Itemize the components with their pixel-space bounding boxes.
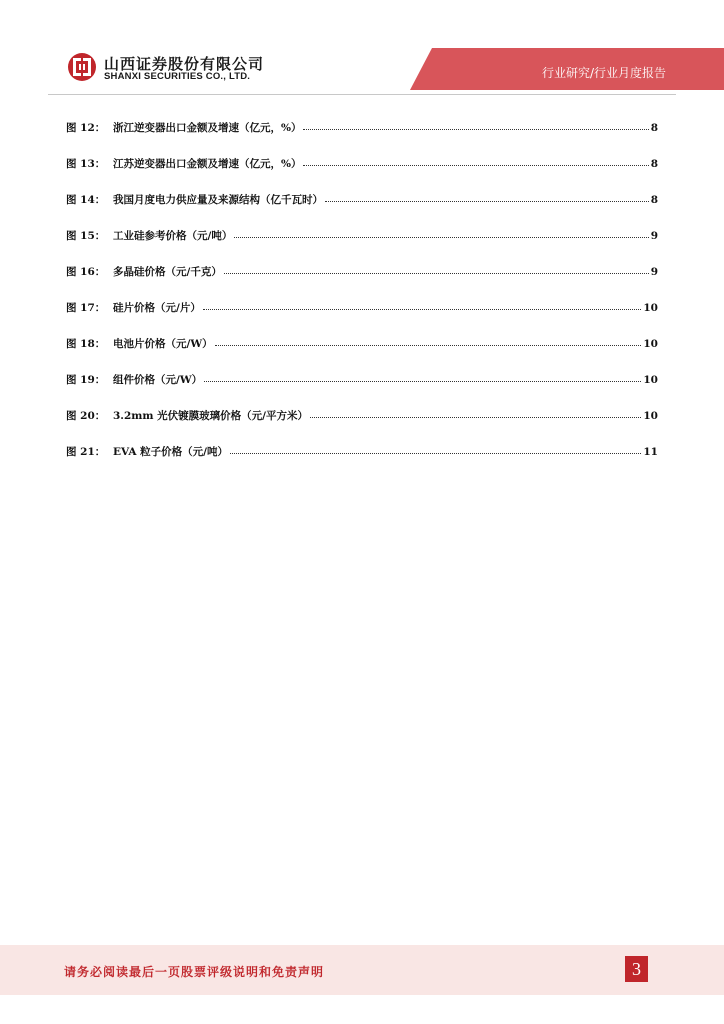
toc-entry[interactable] [66,264,658,300]
header-banner [0,0,724,100]
figure-title: 工业硅参考价格（元/吨） [113,230,233,242]
toc-entry[interactable] [66,228,658,264]
dot-leader [224,272,649,274]
figure-label: 图 21： [66,446,106,458]
page-ref: 8 [650,194,658,206]
dot-leader [204,380,641,382]
dot-leader [303,164,648,166]
toc-entry[interactable] [66,408,658,444]
figure-label: 图 15： [66,230,106,242]
page-ref: 9 [650,230,658,242]
dot-leader [234,236,648,238]
company-name-en: SHANXI SECURITIES CO., LTD. [104,71,251,82]
shanxi-securities-logo-icon [67,52,97,82]
disclaimer-notice: 请务必阅读最后一页股票评级说明和免责声明 [64,965,325,979]
figure-title: 浙江逆变器出口金额及增速（亿元，%） [113,122,302,134]
dot-leader [303,128,648,130]
toc-entry[interactable] [66,372,658,408]
page-ref: 10 [643,410,658,422]
page-ref: 8 [650,158,658,170]
toc-entry[interactable] [66,156,658,192]
toc-entry[interactable] [66,444,658,480]
dot-leader [215,344,642,346]
toc-entry[interactable] [66,192,658,228]
page-header [0,0,724,100]
figure-label: 图 18： [66,338,106,350]
dot-leader [310,416,641,418]
figure-title: 江苏逆变器出口金额及增速（亿元，%） [113,158,302,170]
page-ref: 9 [650,266,658,278]
page-ref: 10 [643,302,658,314]
figure-title: 多晶硅价格（元/千克） [113,266,222,278]
figure-label: 图 14： [66,194,106,206]
figure-title: EVA 粒子价格（元/吨） [113,446,228,458]
dot-leader [203,308,642,310]
toc-entry[interactable] [66,300,658,336]
figure-title: 电池片价格（元/W） [113,338,213,350]
figure-title: 组件价格（元/W） [113,374,203,386]
page-ref: 10 [643,338,658,350]
page-ref: 8 [650,122,658,134]
toc-entry[interactable] [66,336,658,372]
figure-label: 图 20： [66,410,106,422]
figure-title: 硅片价格（元/片） [113,302,201,314]
report-category: 行业研究/行业月度报告 [541,66,666,80]
company-name-cn: 山西证券股份有限公司 [104,55,265,73]
toc-entry[interactable] [66,120,658,156]
figure-label: 图 19： [66,374,106,386]
figure-label: 图 13： [66,158,106,170]
figure-title: 3.2mm 光伏镀膜玻璃价格（元/平方米） [113,410,308,422]
header-divider [48,94,676,95]
dot-leader [230,452,641,454]
figure-index-list [66,120,658,480]
dot-leader [325,200,649,202]
page-ref: 10 [643,374,658,386]
figure-title: 我国月度电力供应量及来源结构（亿千瓦时） [113,194,323,206]
figure-label: 图 17： [66,302,106,314]
figure-label: 图 16： [66,266,106,278]
page-number: 3 [625,956,648,982]
page-ref: 11 [643,446,658,458]
figure-label: 图 12： [66,122,106,134]
page-footer [0,945,724,995]
